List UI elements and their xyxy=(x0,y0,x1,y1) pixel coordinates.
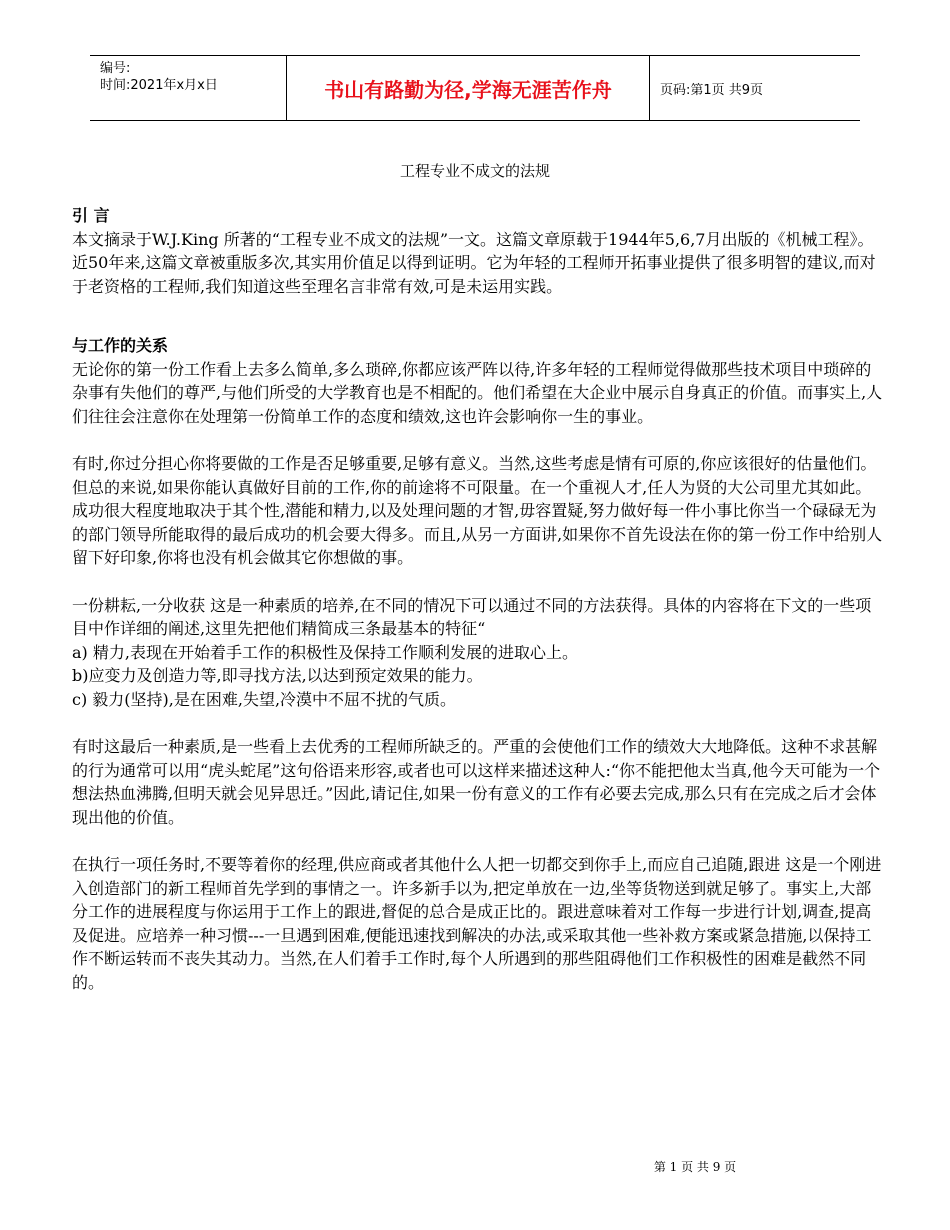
work-paragraph-2: 有时,你过分担心你将要做的工作是否足够重要,足够有意义。当然,这些考虑是情有可原的,你应该很好的估量他们。但总的来说,如果你能认真做好目前的工作,你的前途将不可限量。在一个重视人才,任人为贤的大公司里尤其如此。成功很大程度地取决于其个性,潜能和精力,以及处理问题的才智,毋容置疑,努力做好每一件小事比你当一个碌碌无为的部门领导所能取得的最后成功的机会要大得多。而且,从另一方面讲,如果你不首先设法在你的第一份工作中给别人留下好印象,你将也没有机会做其它你想做的事。 xyxy=(72,453,883,568)
work-paragraph-3: 一份耕耘,一分收获 这是一种素质的培养,在不同的情况下可以通过不同的方法获得。具体的内容将在下文的一些项目中作详细的阐述,这里先把他们精简成三条最基本的特征“ xyxy=(72,595,872,639)
time-label: 时间:2021年x月x日 xyxy=(100,78,218,93)
work-paragraph-5: 在执行一项任务时,不要等着你的经理,供应商或者其他什么人把一切都交到你手上,而应自己追随,跟进 这是一个刚进入创造部门的新工程师首先学到的事情之一。许多新手以为,把定单放在一边,坐等货物送到就足够了。事实上,大部分工作的进展程度与你运用于工作上的跟进,督促的总合是成正比的。跟进意味着对工作每一步进行计划,调查,提高及促进。应培养一种习惯---一旦遇到困难,便能迅速找到解决的办法,或采取其他一些补救方案或紧急措施,以保持工作不断运转而不丧失其动力。当然,在人们着手工作时,每个人所遇到的那些阻碍他们工作积极性的困难是截然不同的。 xyxy=(72,855,882,992)
header-motto: 书山有路勤为径,学海无涯苦作舟 xyxy=(286,56,650,120)
document-title: 工程专业不成文的法规 xyxy=(399,162,550,180)
page-header xyxy=(90,55,860,121)
page-footer xyxy=(0,1158,950,1175)
work-heading: 与工作的关系 xyxy=(72,335,169,355)
list-item-b: b)应变力及创造力等,即寻找方法,以达到预定效果的能力。 xyxy=(72,666,483,686)
intro-heading: 引 言 xyxy=(72,206,110,225)
number-label: 编号: xyxy=(100,61,131,76)
work-paragraph-1: 无论你的第一份工作看上去多么简单,多么琐碎,你都应该严阵以待,许多年轻的工程师觉得做那些技术项目中琐碎的杂事有失他们的尊严,与他们所受的大学教育也是不相配的。他们希望在大企业中展示自身真正的价值。而事实上,人们往往会注意你在处理第一份简单工作的态度和绩效,这也许会影响你一生的事业。 xyxy=(72,359,883,426)
header-meta xyxy=(90,56,286,120)
list-item-a: a) 精力,表现在开始着手工作的积极性及保持工作顺利发展的进取心上。 xyxy=(72,642,578,662)
work-paragraph-4: 有时这最后一种素质,是一些看上去优秀的工程师所缺乏的。严重的会使他们工作的绩效大大地降低。这种不求甚解的行为通常可以用“虎头蛇尾”这句俗语来形容,或者也可以这样来描述这种人:“你不能把他太当真,他今天可能为一个想法热血沸腾,但明天就会见异思迁。”因此,请记住,如果一份有意义的工作有必要去完成,那么只有在完成之后才会体现出他的价值。 xyxy=(72,737,881,827)
intro-paragraph: 本文摘录于W.J.King 所著的“工程专业不成文的法规”一文。这篇文章原载于1944年5,6,7月出版的《机械工程》。近50年来,这篇文章被重版多次,其实用价值足以得到证明。它为年轻的工程师开拓事业提供了很多明智的建议,而对于老资格的工程师,我们知道这些至理名言非常有效,可是未运用实践。 xyxy=(72,229,876,296)
header-page-info: 页码:第1页 共9页 xyxy=(660,82,764,98)
list-item-c: c) 毅力(坚持),是在困难,失望,冷漠中不屈不扰的气质。 xyxy=(72,689,457,709)
footer-page-label: 第 1 页 共 9 页 xyxy=(653,1160,737,1174)
document-body xyxy=(72,204,884,995)
